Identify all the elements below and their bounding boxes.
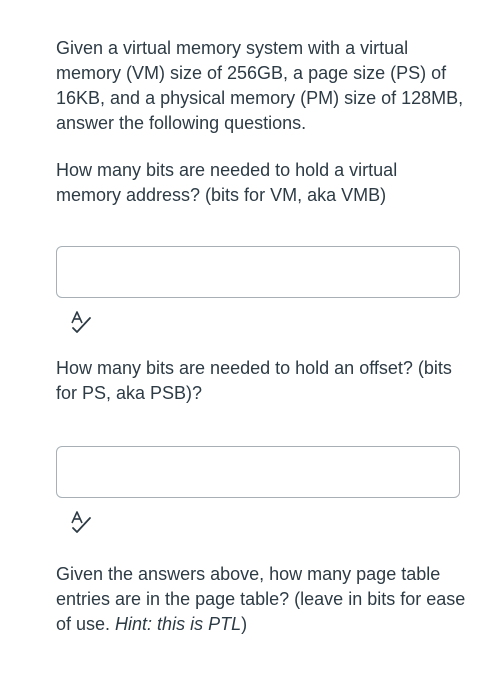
quiz-content <box>56 36 466 637</box>
intro-text: Given a virtual memory system with a virtual memory (VM) size of 256GB, a page size (PS) of 16KB, and a physical memory (PM) size of 128MB, answer the following questions. <box>56 38 464 133</box>
spellcheck-icon[interactable] <box>69 310 93 334</box>
question-3-hint: Hint: this is PTL <box>115 614 242 634</box>
question-2-answer-input[interactable] <box>56 446 460 498</box>
question-3-text <box>56 562 466 637</box>
question-2-text: How many bits are needed to hold an offset? (bits for PS, aka PSB)? <box>56 358 452 403</box>
spellcheck-icon[interactable] <box>69 510 93 534</box>
question-3-end-text: ) <box>241 614 248 634</box>
question-3-main-text: Given the answers above, how many page table entries are in the page table? (leave in bits for ease of use. <box>56 564 466 634</box>
question-1-answer-input[interactable] <box>56 246 460 298</box>
question-1-text: How many bits are needed to hold a virtual memory address? (bits for VM, aka VMB) <box>56 160 398 205</box>
